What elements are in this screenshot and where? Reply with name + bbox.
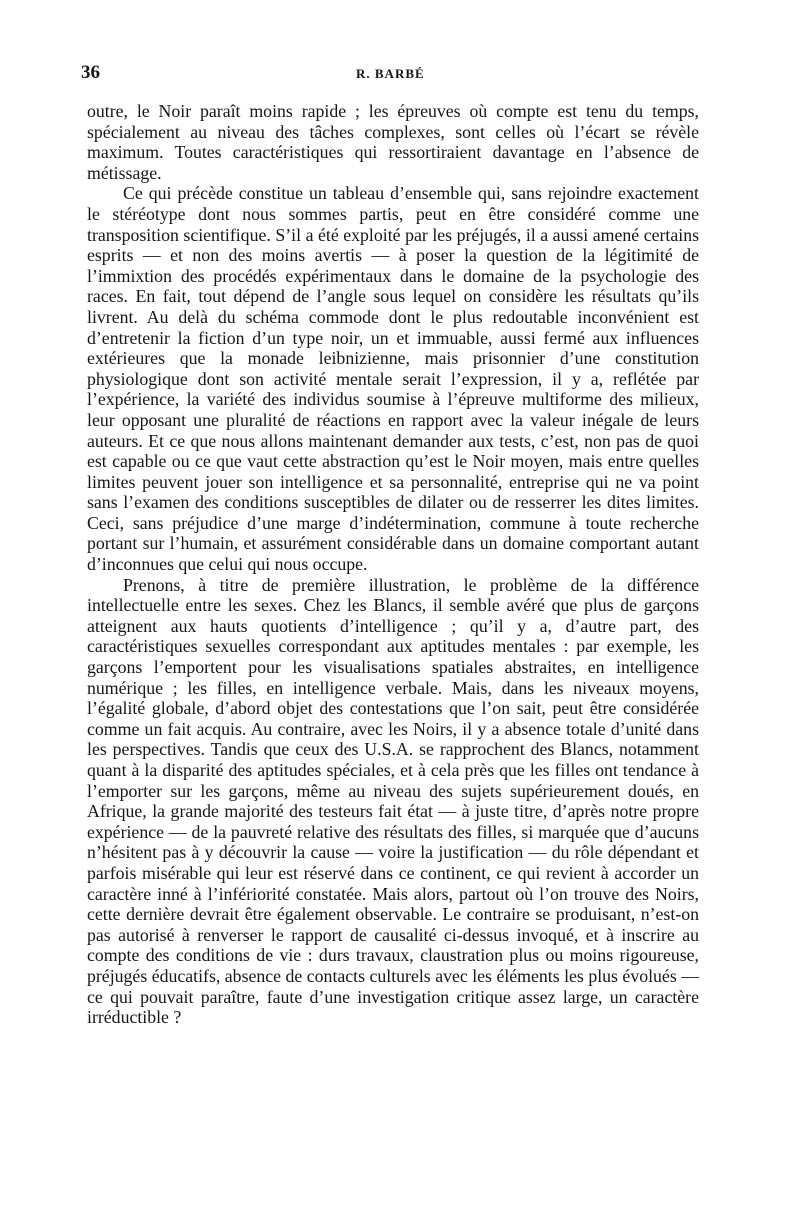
paragraph: Prenons, à titre de première illustration, le problème de la différence intellectuelle entre les sexes. Chez les Blancs, il semble avéré que plus de garçons atteignent aux hauts quotients d’intelligence ; qu’il y a, d’autre part, des caractéristiques sexuelles correspondant aux aptitudes mentales : par exemple, les garçons l’emportent pour les visualisations spatiales abstraites, en intelligence numérique ; les filles, en intelligence verbale. Mais, dans les niveaux moyens, l’égalité globale, d’abord objet des contestations que l’on sait, peut être considérée comme un fait acquis. Au contraire, avec les Noirs, il y a absence totale d’unité dans les perspectives. Tandis que ceux des U.S.A. se rapprochent des Blancs, notamment quant à la disparité des aptitudes spéciales, et à cela près que les filles ont tendance à l’emporter sur les garçons, même au niveau des sujets supérieurement doués, en Afrique, la grande majorité des testeurs fait état — à juste titre, d’après notre propre expérience — de la pauvreté relative des résultats des filles, si marquée que d’aucuns n’hésitent pas à y découvrir la cause — voire la justification — du rôle dépendant et parfois misérable qui leur est réservé dans ce continent, ce qui revient à accorder un caractère inné à l’infériorité constatée. Mais alors, partout où l’on trouve des Noirs, cette dernière devrait être également observable. Le contraire se produisant, n’est-on pas autorisé à renverser le rapport de causalité ci-dessus invoqué, et à inscrire au compte des conditions de vie : durs travaux, claustration plus ou moins rigoureuse, préjugés éducatifs, absence de contacts culturels avec les éléments les plus évolués — ce qui pouvait paraître, faute d’une investigation critique assez large, un caractère irréductible ? xyxy=(87,574,699,1028)
page-number: 36 xyxy=(81,62,100,83)
running-head-author: R. BARBÉ xyxy=(356,66,425,81)
paragraph: Ce qui précède constitue un tableau d’ensemble qui, sans rejoindre exactement le stéréotype dont nous sommes partis, peut en être considéré comme une transposition scientifique. S’il a été exploité par les préjugés, il a aussi amené certains esprits — et non des moins avertis — à poser la question de la légitimité de l’immixtion des procédés expérimentaux dans le domaine de la psychologie des races. En fait, tout dépend de l’angle sous lequel on considère les résultats qu’ils livrent. Au delà du schéma commode dont le plus redoutable inconvénient est d’entretenir la fiction d’un type noir, un et immuable, aussi fermé aux influences extérieures que la monade leibnizienne, mais prisonnier d’une constitution physiologique dont son activité mentale serait l’expression, il y a, reflétée par l’expérience, la variété des individus soumise à l’épreuve multiforme des milieux, leur opposant une pluralité de réactions en rapport avec la valeur inégale de leurs auteurs. Et ce que nous allons maintenant demander aux tests, c’est, non pas de quoi est capable ou ce que vaut cette abstraction qu’est le Noir moyen, mais entre quelles limites peuvent jouer son intelligence et sa personnalité, entreprise qui ne va point sans l’examen des conditions susceptibles de dilater ou de resserrer les dites limites. Ceci, sans préjudice d’une marge d’indétermination, commune à toute recherche portant sur l’humain, et assurément considérable dans un domaine comportant autant d’inconnues que celui qui nous occupe. xyxy=(87,183,699,575)
body-text xyxy=(87,101,699,1028)
page-header xyxy=(81,62,701,88)
paragraph-continuation: outre, le Noir paraît moins rapide ; les épreuves où compte est tenu du temps, spécialement au niveau des tâches complexes, sont celles où l’écart se révèle maximum. Toutes caractéristiques qui ressortiraient davantage en l’absence de métissage. xyxy=(87,101,699,183)
